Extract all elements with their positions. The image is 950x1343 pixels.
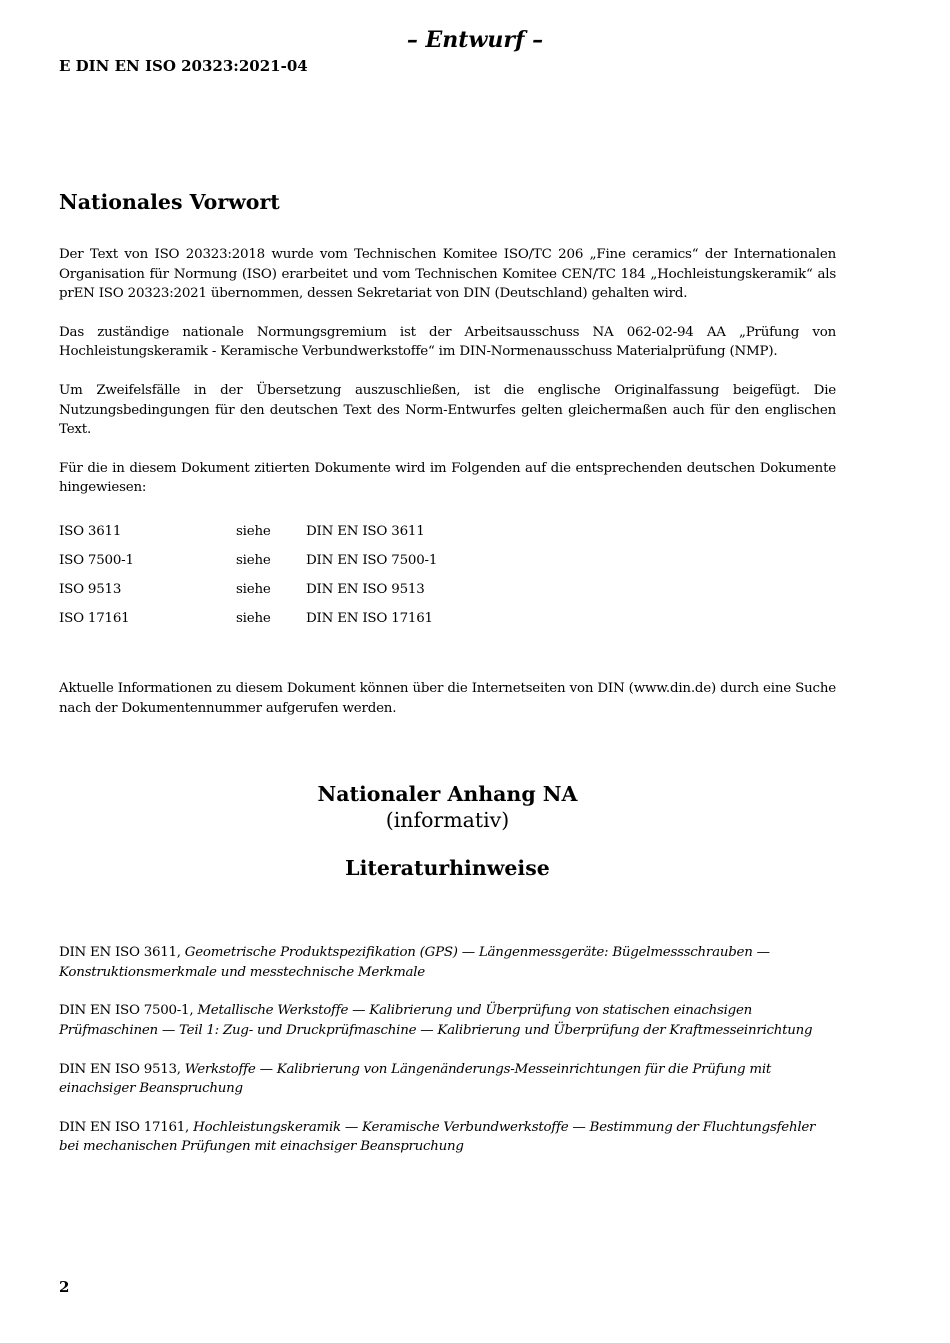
foreword-paragraph: Um Zweifelsfälle in der Übersetzung auszuschließen, ist die englische Originalfassung beigefügt. Die Nutzungsbedingungen für den deutschen Text des Norm-Entwurfes gelten gleichermaßen auch für den englischen Text. xyxy=(59,382,836,438)
bib-number: DIN EN ISO 3611, xyxy=(59,945,181,961)
iso-reference: ISO 17161 xyxy=(59,610,130,626)
iso-reference: ISO 9513 xyxy=(59,581,122,597)
page-content xyxy=(59,185,836,1176)
bibliography-entry xyxy=(59,943,836,982)
din-reference: DIN EN ISO 9513 xyxy=(306,581,425,597)
annex-header xyxy=(59,781,836,881)
foreword-paragraph: Das zuständige nationale Normungsgremium ist der Arbeitsausschuss NA 062-02-94 AA „Prüfung von Hochleistungskeramik - Keramische Verbundwerkstoffe“ im DIN-Normenausschuss Materialprüfung (NMP). xyxy=(59,324,836,360)
reference-row xyxy=(59,546,836,575)
see-label: siehe xyxy=(236,581,271,597)
bib-title: Geometrische Produktspezifikation (GPS) — Längenmessgeräte: Bügelmessschrauben — Konstruktionsmerkmale und messtechnische Merkmale xyxy=(59,945,770,980)
draft-label: – Entwurf – xyxy=(406,27,544,53)
bib-number: DIN EN ISO 7500-1, xyxy=(59,1003,194,1019)
bib-number: DIN EN ISO 17161, xyxy=(59,1119,190,1135)
foreword-heading: Nationales Vorwort xyxy=(59,190,280,214)
document-id: E DIN EN ISO 20323:2021-04 xyxy=(59,57,308,75)
annex-subtitle: Literaturhinweise xyxy=(345,856,550,881)
reference-row xyxy=(59,575,836,604)
iso-reference: ISO 3611 xyxy=(59,523,122,539)
foreword-paragraph: Für die in diesem Dokument zitierten Dokumente wird im Folgenden auf die entsprechenden deutschen Dokumente hingewiesen: xyxy=(59,460,836,496)
bibliography-entry xyxy=(59,1118,836,1157)
bib-title: Hochleistungskeramik — Keramische Verbundwerkstoffe — Bestimmung der Fluchtungsfehler bei mechanischen Prüfungen mit einachsiger Beanspruchung xyxy=(59,1119,816,1155)
bibliography-entry xyxy=(59,1060,836,1099)
bib-title: Werkstoffe — Kalibrierung von Längenänderungs-Messeinrichtungen für die Prüfung mit einachsiger Beanspruchung xyxy=(59,1061,771,1097)
reference-row xyxy=(59,517,836,546)
foreword-paragraph: Der Text von ISO 20323:2018 wurde vom Technischen Komitee ISO/TC 206 „Fine ceramics“ der Internationalen Organisation für Normung (ISO) erarbeitet und vom Technischen Komitee CEN/TC 184 „Hochleistungskeramik“ als prEN ISO 20323:2021 übernommen, dessen Sekretariat von DIN (Deutschland) gehalten wird. xyxy=(59,247,836,302)
see-label: siehe xyxy=(236,552,271,568)
iso-reference: ISO 7500-1 xyxy=(59,552,134,568)
reference-row xyxy=(59,604,836,633)
din-reference: DIN EN ISO 17161 xyxy=(306,610,433,626)
bib-number: DIN EN ISO 9513, xyxy=(59,1061,181,1077)
din-reference: DIN EN ISO 7500-1 xyxy=(306,552,438,568)
annex-type: (informativ) xyxy=(385,808,510,833)
bib-title: Metallische Werkstoffe — Kalibrierung und Überprüfung von statischen einachsigen Prüfmaschinen — Teil 1: Zug- und Druckprüfmaschine — Kalibrierung und Überprüfung der Kraftmesseinrichtung xyxy=(59,1003,813,1038)
page-number: 2 xyxy=(59,1278,70,1296)
din-reference: DIN EN ISO 3611 xyxy=(306,523,425,539)
bibliography-list xyxy=(59,943,836,1157)
bibliography-entry xyxy=(59,1001,836,1040)
annex-title: Nationaler Anhang NA xyxy=(317,782,578,807)
see-label: siehe xyxy=(236,523,271,539)
closing-paragraph: Aktuelle Informationen zu diesem Dokument können über die Internetseiten von DIN (www.din.de) durch eine Suche nach der Dokumentennummer aufgerufen werden. xyxy=(59,680,836,716)
reference-table xyxy=(59,517,836,633)
see-label: siehe xyxy=(236,610,271,626)
